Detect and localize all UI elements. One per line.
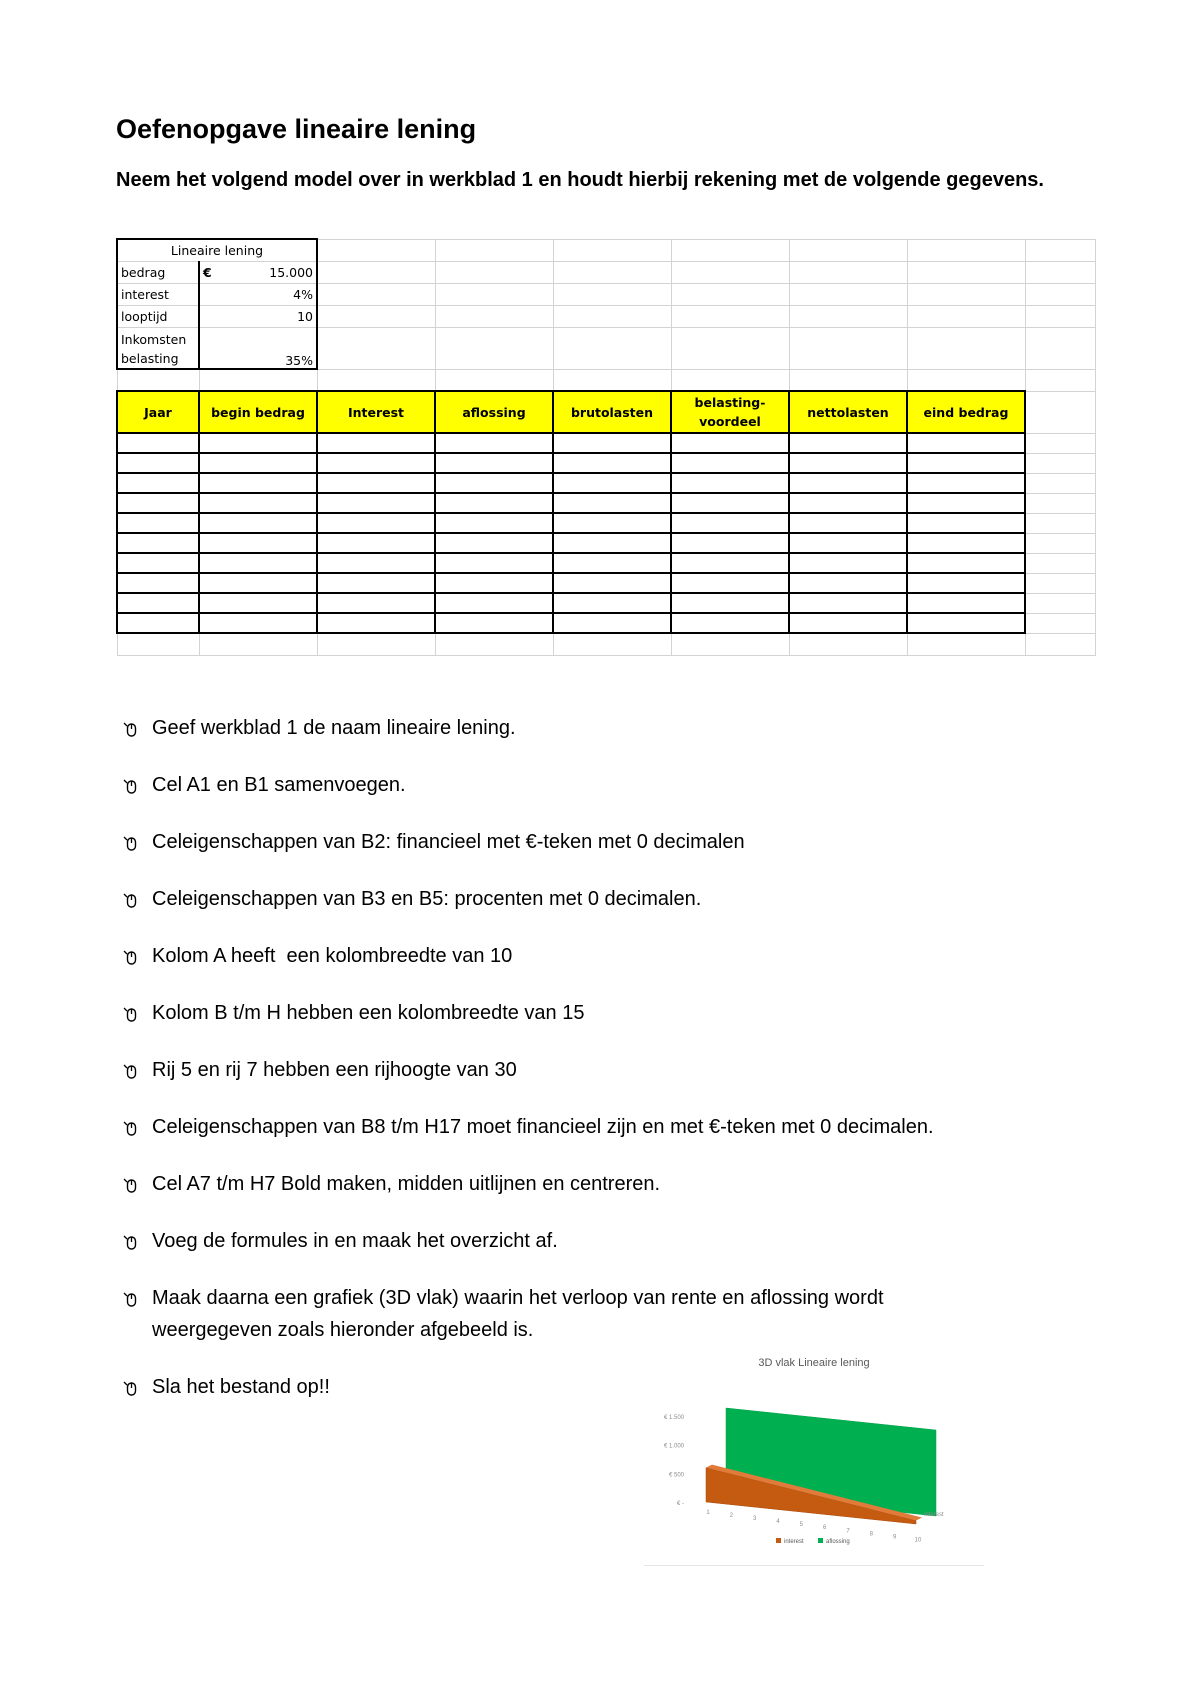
table-cell <box>553 473 671 493</box>
table-cell <box>671 513 789 533</box>
table-row <box>117 533 1095 553</box>
table-cell <box>671 533 789 553</box>
x-tick-label: 1 <box>706 1510 710 1516</box>
table-cell <box>317 573 435 593</box>
column-header: Jaar <box>117 391 199 433</box>
table-cell <box>117 533 199 553</box>
table-cell <box>199 493 317 513</box>
column-header: Interest <box>317 391 435 433</box>
task-item: Sla het bestand op!! <box>116 1371 1052 1403</box>
table-cell <box>671 433 789 453</box>
param-value: 10 <box>199 305 317 327</box>
mouse-icon <box>116 1371 152 1403</box>
table-cell <box>435 553 553 573</box>
table-cell <box>789 553 907 573</box>
table-cell <box>789 613 907 633</box>
table-cell <box>553 593 671 613</box>
chart-border <box>644 1565 984 1566</box>
task-item: Cel A7 t/m H7 Bold maken, midden uitlijnen en centreren. <box>116 1168 1052 1200</box>
table-cell <box>907 553 1025 573</box>
table-cell <box>671 573 789 593</box>
table-cell <box>553 433 671 453</box>
task-item: Kolom B t/m H hebben een kolombreedte van 15 <box>116 997 1052 1029</box>
table-cell <box>199 573 317 593</box>
table-cell <box>435 453 553 473</box>
table-cell <box>907 453 1025 473</box>
y-tick-label: € 500 <box>668 1472 684 1479</box>
intro-text: Neem het volgend model over in werkblad 1 en houdt hierbij rekening met de volgende gegevens. <box>116 169 1044 191</box>
x-tick-label: 4 <box>776 1519 780 1526</box>
column-header: begin bedrag <box>199 391 317 433</box>
table-cell <box>117 613 199 633</box>
mouse-icon <box>116 826 152 858</box>
table-cell <box>1025 553 1095 573</box>
table-cell <box>907 593 1025 613</box>
table-cell <box>435 613 553 633</box>
table-cell <box>317 533 435 553</box>
y-tick-label: € - <box>676 1501 684 1507</box>
table-cell <box>553 573 671 593</box>
mouse-icon <box>116 940 152 972</box>
table-cell <box>199 453 317 473</box>
table-cell <box>199 593 317 613</box>
table-cell <box>553 453 671 473</box>
param-label: bedrag <box>117 261 199 283</box>
table-cell <box>789 573 907 593</box>
table-cell <box>1025 593 1095 613</box>
param-label: Inkomsten belasting <box>117 327 199 369</box>
task-item: Kolom A heeft een kolombreedte van 10 <box>116 940 1052 972</box>
table-cell <box>435 433 553 453</box>
table-cell <box>907 533 1025 553</box>
column-header: nettolasten <box>789 391 907 433</box>
table-cell <box>199 513 317 533</box>
chart-title: 3D vlak Lineaire lening <box>758 1357 870 1369</box>
spreadsheet-model <box>116 238 1096 656</box>
table-row <box>117 593 1095 613</box>
mouse-icon <box>116 1111 152 1143</box>
mouse-icon <box>116 1225 152 1257</box>
table-cell <box>789 593 907 613</box>
task-item: Cel A1 en B1 samenvoegen. <box>116 769 1052 801</box>
table-cell <box>1025 473 1095 493</box>
chart-canvas <box>644 1352 984 1566</box>
mouse-icon <box>116 997 152 1029</box>
column-header: brutolasten <box>553 391 671 433</box>
table-cell <box>317 433 435 453</box>
table-row <box>117 473 1095 493</box>
table-cell <box>789 473 907 493</box>
table-cell <box>117 433 199 453</box>
param-label: interest <box>117 283 199 305</box>
table-cell <box>553 513 671 533</box>
task-item: Celeigenschappen van B8 t/m H17 moet financieel zijn en met €-teken met 0 decimalen. <box>116 1111 1052 1143</box>
task-item: Geef werkblad 1 de naam lineaire lening. <box>116 712 1052 744</box>
table-cell <box>907 513 1025 533</box>
x-tick-label: 10 <box>914 1537 922 1544</box>
table-row <box>117 433 1095 453</box>
y-tick-label: € 1.500 <box>663 1415 684 1421</box>
table-row <box>117 573 1095 593</box>
table-cell <box>907 613 1025 633</box>
table-cell <box>199 473 317 493</box>
table-row <box>117 613 1095 633</box>
table-cell <box>199 533 317 553</box>
column-header: aflossing <box>435 391 553 433</box>
table-cell <box>907 473 1025 493</box>
table-cell <box>435 473 553 493</box>
mouse-icon <box>116 1054 152 1086</box>
mouse-icon <box>116 1282 152 1314</box>
x-tick-label: 8 <box>869 1531 874 1538</box>
mouse-icon <box>116 1168 152 1200</box>
table-cell <box>317 493 435 513</box>
table-cell <box>553 493 671 513</box>
table-cell <box>317 553 435 573</box>
legend-label: interest <box>784 1539 804 1545</box>
legend-swatch <box>776 1538 781 1543</box>
table-cell <box>317 593 435 613</box>
task-item: Celeigenschappen van B3 en B5: procenten met 0 decimalen. <box>116 883 1052 915</box>
table-cell <box>907 493 1025 513</box>
table-row <box>117 493 1095 513</box>
x-tick-label: 7 <box>846 1528 850 1535</box>
table-cell <box>1025 493 1095 513</box>
table-cell <box>317 473 435 493</box>
column-header: belasting- voordeel <box>671 391 789 433</box>
table-cell <box>117 473 199 493</box>
table-cell <box>317 453 435 473</box>
table-cell <box>435 533 553 553</box>
table-cell <box>1025 573 1095 593</box>
table-cell <box>671 473 789 493</box>
table-cell <box>789 453 907 473</box>
table-cell <box>789 433 907 453</box>
table-cell <box>907 433 1025 453</box>
table-cell <box>435 593 553 613</box>
x-tick-label: 5 <box>799 1522 804 1529</box>
y-tick-label: € 1.000 <box>663 1443 684 1450</box>
param-label: looptijd <box>117 305 199 327</box>
task-item: Maak daarna een grafiek (3D vlak) waarin het verloop van rente en aflossing wordt weergegeven zoals hieronder afgebeeld is. <box>116 1282 972 1346</box>
column-header: eind bedrag <box>907 391 1025 433</box>
table-cell <box>671 593 789 613</box>
table-row <box>117 453 1095 473</box>
table-cell <box>671 613 789 633</box>
x-tick-label: 3 <box>752 1516 757 1523</box>
table-cell <box>435 513 553 533</box>
params-header: Lineaire lening <box>117 239 317 261</box>
task-item: Celeigenschappen van B2: financieel met €-teken met 0 decimalen <box>116 826 1052 858</box>
mouse-icon <box>116 712 152 744</box>
table-cell <box>553 553 671 573</box>
table-cell <box>435 493 553 513</box>
table-cell <box>1025 533 1095 553</box>
param-value: 4% <box>199 283 317 305</box>
table-cell <box>117 493 199 513</box>
x-tick-label: 9 <box>892 1534 897 1541</box>
table-cell <box>1025 613 1095 633</box>
table-cell <box>789 493 907 513</box>
table-cell <box>671 453 789 473</box>
table-cell <box>317 613 435 633</box>
table-cell <box>117 513 199 533</box>
area-chart <box>644 1352 984 1566</box>
table-cell <box>789 533 907 553</box>
table-row <box>117 513 1095 533</box>
page-title: Oefenopgave lineaire lening <box>116 114 477 144</box>
x-tick-label: 6 <box>822 1525 827 1532</box>
table-cell <box>199 433 317 453</box>
table-cell <box>199 553 317 573</box>
table-cell <box>435 573 553 593</box>
depth-axis-label: interest <box>924 1512 944 1518</box>
task-item: Rij 5 en rij 7 hebben een rijhoogte van 30 <box>116 1054 1052 1086</box>
table-cell <box>789 513 907 533</box>
table-cell <box>117 593 199 613</box>
task-item: Voeg de formules in en maak het overzicht af. <box>116 1225 1052 1257</box>
table-cell <box>117 553 199 573</box>
param-value: 35% <box>199 327 317 369</box>
table-cell <box>1025 433 1095 453</box>
table-cell <box>1025 513 1095 533</box>
table-cell <box>671 553 789 573</box>
table-cell <box>1025 453 1095 473</box>
table-cell <box>117 573 199 593</box>
table-cell <box>553 533 671 553</box>
mouse-icon <box>116 769 152 801</box>
table-row <box>117 553 1095 573</box>
table-cell <box>199 613 317 633</box>
table-cell <box>671 493 789 513</box>
table-cell <box>907 573 1025 593</box>
table-cell <box>553 613 671 633</box>
table-cell <box>117 453 199 473</box>
x-tick-label: 2 <box>729 1513 734 1520</box>
param-value: € 15.000 <box>199 261 317 283</box>
legend-swatch <box>818 1538 823 1543</box>
table-cell <box>317 513 435 533</box>
legend-label: aflossing <box>826 1539 850 1545</box>
mouse-icon <box>116 883 152 915</box>
